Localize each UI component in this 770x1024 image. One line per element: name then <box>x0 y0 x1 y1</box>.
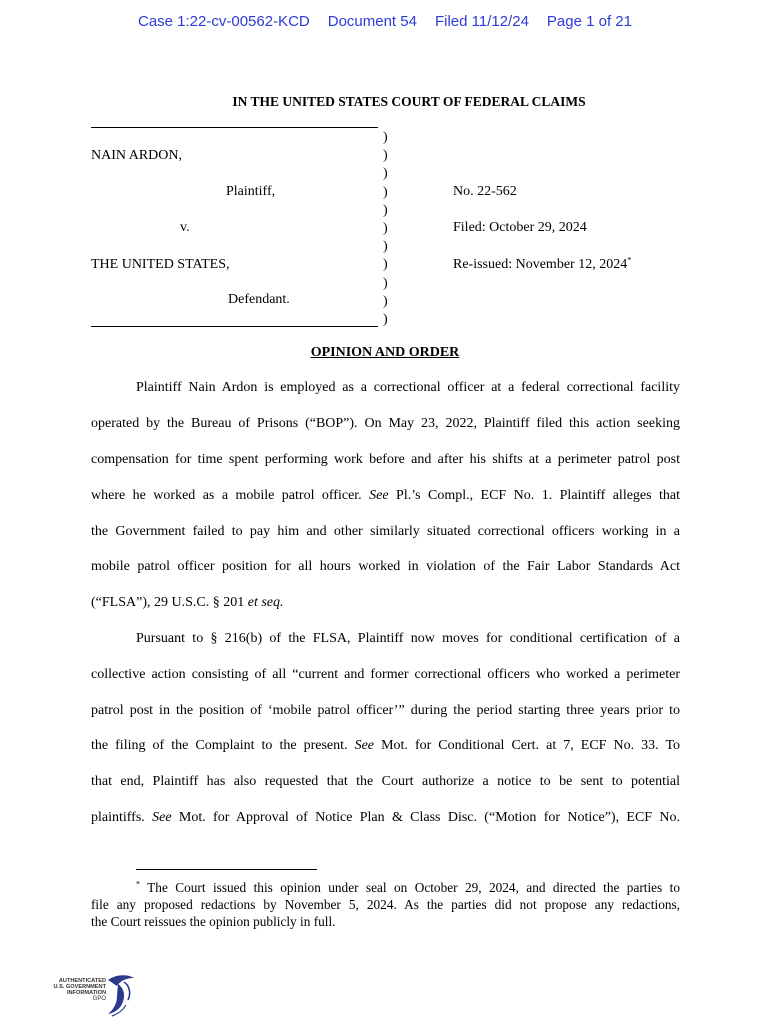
docket-number: No. 22-562 <box>453 184 517 199</box>
caption-bottom-rule <box>91 326 378 327</box>
body-line: operated by the Bureau of Prisons (“BOP”). On May 23, 2022, Plaintiff filed this action seeking <box>91 416 680 431</box>
footnote-marker: * <box>627 255 632 265</box>
case-header <box>0 13 770 30</box>
body-line: (“FLSA”), 29 U.S.C. § 201 et seq. <box>91 595 284 610</box>
body-line: patrol post in the position of ‘mobile patrol officer’” during the period starting three years prior to <box>91 703 680 718</box>
gpo-authentication-logo <box>44 972 134 1018</box>
filed-date: Filed: October 29, 2024 <box>453 220 587 235</box>
plaintiff-role: Plaintiff, <box>226 184 276 199</box>
court-title: IN THE UNITED STATES COURT OF FEDERAL CLAIMS <box>232 94 586 109</box>
body-line: collective action consisting of all “current and former correctional officers who worked a perimeter <box>91 667 680 682</box>
footnote-line: the Court reissues the opinion publicly in full. <box>91 914 336 929</box>
footnote-line: * The Court issued this opinion under seal on October 29, 2024, and directed the parties to <box>136 879 680 895</box>
reissued-date: Re-issued: November 12, 2024* <box>453 255 632 272</box>
footnote-line: file any proposed redactions by November 5, 2024. As the parties did not propose any redactions, <box>91 897 680 912</box>
body-line: compensation for time spent performing work before and after his shifts at a perimeter patrol post <box>91 452 680 467</box>
body-line: mobile patrol officer position for all hours worked in violation of the Fair Labor Standards Act <box>91 559 680 574</box>
body-line: plaintiffs. See Mot. for Approval of Notice Plan & Class Disc. (“Motion for Notice”), ECF No. <box>91 810 681 825</box>
body-line: the Government failed to pay him and other similarly situated correctional officers working in a <box>91 524 680 539</box>
gpo-logo-text: AUTHENTICATED U.S. GOVERNMENT INFORMATION GPO <box>53 978 106 1002</box>
footnote-rule <box>136 869 317 870</box>
caption-top-rule <box>91 127 378 128</box>
body-line: Pursuant to § 216(b) of the FLSA, Plaintiff now moves for conditional certification of a <box>136 631 680 646</box>
body-line: the filing of the Complaint to the present. See Mot. for Conditional Cert. at 7, ECF No. 33. To <box>91 738 681 753</box>
defendant-role: Defendant. <box>228 292 290 307</box>
caption-parentheses: ) ) ) ) ) ) ) ) ) ) ) <box>383 130 388 328</box>
plaintiff-name: NAIN ARDON, <box>91 148 182 163</box>
versus: v. <box>180 220 190 235</box>
body-line: Plaintiff Nain Ardon is employed as a correctional officer at a federal correctional facility <box>136 380 680 395</box>
case-number-stamp: Case 1:22-cv-00562-KCD <box>137 13 310 30</box>
document-number-stamp: Document 54 <box>327 13 417 30</box>
filed-date-stamp: Filed 11/12/24 <box>434 13 529 30</box>
body-line: where he worked as a mobile patrol officer. See Pl.’s Compl., ECF No. 1. Plaintiff alleges that <box>91 488 681 503</box>
opinion-heading: OPINION AND ORDER <box>310 345 460 360</box>
gpo-eagle-icon <box>104 972 136 1018</box>
body-line: that end, Plaintiff has also requested that the Court authorize a notice to be sent to potential <box>91 774 680 789</box>
page-count-stamp: Page 1 of 21 <box>546 13 632 30</box>
defendant-name: THE UNITED STATES, <box>91 257 230 272</box>
